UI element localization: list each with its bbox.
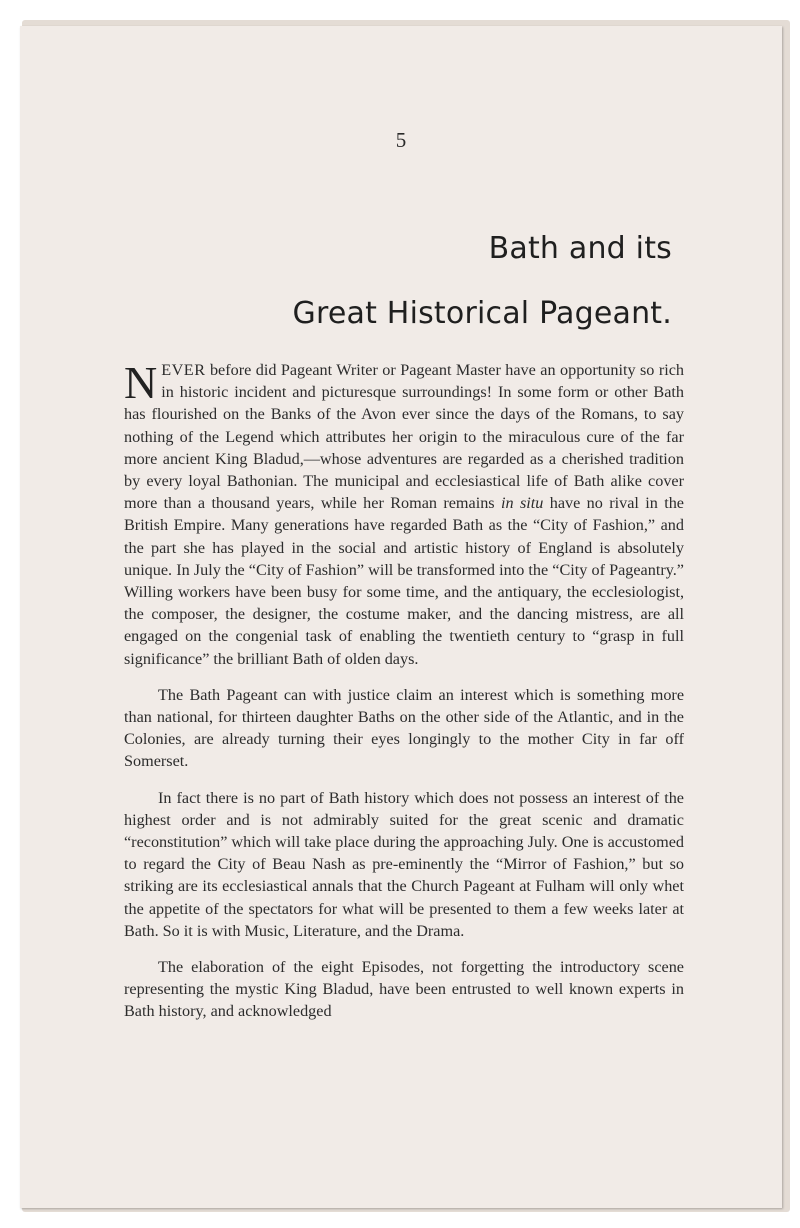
paragraph-1	[124, 359, 684, 670]
page-title-line-2: Great Historical Pageant.	[292, 296, 672, 331]
paragraph-1-text-b: have no rival in the British Empire. Many generations have regarded Bath as the “City of Fashion,” and the part she has played in the social and artistic history of England is absolutely unique. In July the “City of Fashion” will be transformed into the “City of Pageantry.” Willing workers have been busy for some time, and the antiquary, the ecclesiologist, the composer, the designer, the costume maker, and the dancing mistress, are all engaged on the congenial task of enabling the twentieth century to “grasp in full significance” the brilliant Bath of olden days.	[124, 494, 684, 668]
paragraph-3: In fact there is no part of Bath history which does not possess an interest of the highest order and is not admirably suited for the great scenic and dramatic “reconstitution” which will take place during the approaching July. One is accustomed to regard the City of Beau Nash as pre-eminently the “Mirror of Fashion,” but so striking are its ecclesiastical annals that the Church Pageant at Fulham will only whet the appetite of the spectators for what will be presented to them a few weeks later at Bath. So it is with Music, Literature, and the Drama.	[124, 788, 684, 940]
page-title-line-1: Bath and its	[488, 231, 672, 266]
page-number: 5	[395, 128, 407, 152]
paragraph-4: The elaboration of the eight Episodes, not forgetting the introductory scene representing the mystic King Bladud, have been entrusted to well known experts in Bath history, and acknowledged	[124, 958, 684, 1021]
italic-phrase: in situ	[500, 494, 544, 513]
document-page	[20, 26, 782, 1208]
small-caps-opening: EVER	[161, 361, 206, 379]
paragraph-1-text-a: before did Pageant Writer or Pageant Master have an opportunity so rich in historic incident and picturesque surroundings! In some form or other Bath has flourished on the Banks of the Avon ever since the days of the Romans, to say nothing of the Legend which attributes her origin to the miraculous cure of the far more ancient King Bladud,—whose adventures are regarded as a cherished tradition by every loyal Bathonian. The municipal and ecclesiastical life of Bath alike cover more than a thousand years, while her Roman remains	[124, 361, 684, 513]
drop-cap: N	[124, 357, 158, 408]
paragraph-2: The Bath Pageant can with justice claim an interest which is something more than national, for thirteen daughter Baths on the other side of the Atlantic, and in the Colonies, are already turning their eyes longingly to the mother City in far off Somerset.	[124, 685, 684, 771]
body-text	[124, 359, 684, 1037]
